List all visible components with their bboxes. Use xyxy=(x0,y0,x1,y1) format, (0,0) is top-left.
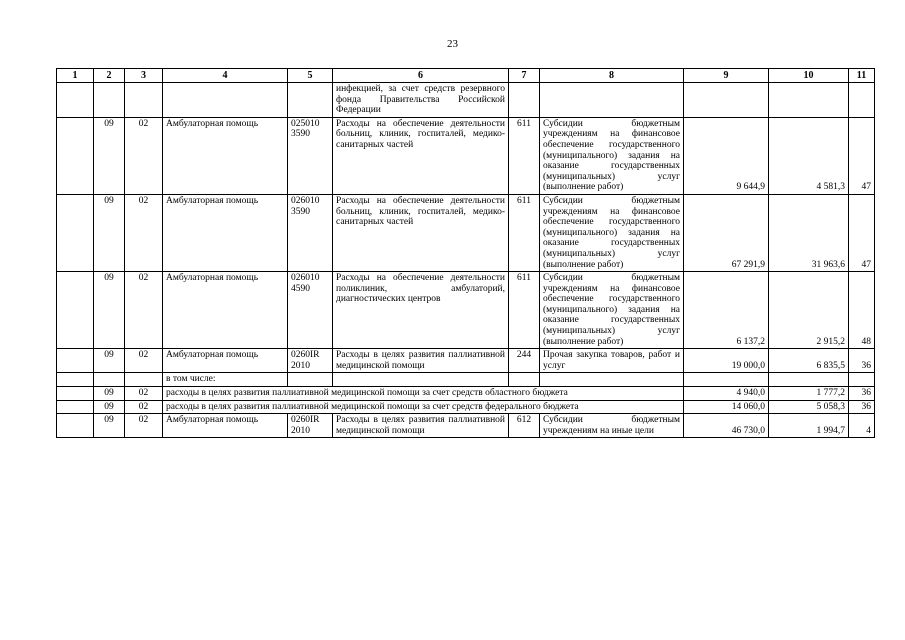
col-header: 9 xyxy=(684,69,769,83)
subsection-code: 02 xyxy=(125,272,163,349)
percent-executed: 36 xyxy=(849,400,875,414)
amount-plan: 67 291,9 xyxy=(684,194,769,271)
amount-executed: 2 915,2 xyxy=(769,272,849,349)
table-row xyxy=(57,272,875,349)
subitem-description: расходы в целях развития паллиативной медицинской помощи за счет средств федерального бюджета xyxy=(163,400,684,414)
expense-type-code: 244 xyxy=(509,349,540,373)
amount-plan: 4 940,0 xyxy=(684,387,769,401)
amount-plan: 19 000,0 xyxy=(684,349,769,373)
table-row xyxy=(57,387,875,401)
expense-type-name: Субсидии бюджетным учреждениям на финансовое обеспечение государственного (муниципального) задания на оказание государственных (муниципальных) услуг (выполнение работ) xyxy=(540,117,684,194)
subsection-name: Амбулаторная помощь xyxy=(163,194,288,271)
expense-type-name: Субсидии бюджетным учреждениям на иные цели xyxy=(540,414,684,438)
percent-executed: 47 xyxy=(849,117,875,194)
amount-executed: 4 581,3 xyxy=(769,117,849,194)
col-header: 6 xyxy=(333,69,509,83)
col-header: 10 xyxy=(769,69,849,83)
subsection-code: 02 xyxy=(125,117,163,194)
amount-executed: 6 835,5 xyxy=(769,349,849,373)
table-row xyxy=(57,83,875,118)
expense-description: Расходы в целях развития паллиативной медицинской помощи xyxy=(333,349,509,373)
percent-executed: 36 xyxy=(849,349,875,373)
expense-type-name: Субсидии бюджетным учреждениям на финансовое обеспечение государственного (муниципального) задания на оказание государственных (муниципальных) услуг (выполнение работ) xyxy=(540,272,684,349)
expense-type-code: 611 xyxy=(509,117,540,194)
col-header: 7 xyxy=(509,69,540,83)
expense-type-code: 611 xyxy=(509,194,540,271)
budget-table xyxy=(56,68,875,438)
target-article-code: 025010 3590 xyxy=(288,117,333,194)
col-header: 1 xyxy=(57,69,94,83)
expense-description: Расходы на обеспечение деятельности больниц, клиник, госпиталей, медико-санитарных частей xyxy=(333,117,509,194)
subsection-name: Амбулаторная помощь xyxy=(163,117,288,194)
col-header: 11 xyxy=(849,69,875,83)
table-row xyxy=(57,349,875,373)
expense-type-code: 612 xyxy=(509,414,540,438)
percent-executed: 48 xyxy=(849,272,875,349)
table-row xyxy=(57,414,875,438)
subsection-code: 02 xyxy=(125,387,163,401)
target-article-code: 026010 4590 xyxy=(288,272,333,349)
table-row xyxy=(57,117,875,194)
percent-executed: 47 xyxy=(849,194,875,271)
amount-plan: 46 730,0 xyxy=(684,414,769,438)
expense-type-code: 611 xyxy=(509,272,540,349)
subsection-code: 02 xyxy=(125,414,163,438)
amount-plan: 6 137,2 xyxy=(684,272,769,349)
page-number: 23 xyxy=(447,38,458,50)
subsection-name: Амбулаторная помощь xyxy=(163,272,288,349)
expense-description: Расходы на обеспечение деятельности больниц, клиник, госпиталей, медико-санитарных частей xyxy=(333,194,509,271)
amount-executed: 1 777,2 xyxy=(769,387,849,401)
col-header: 3 xyxy=(125,69,163,83)
including-label: в том числе: xyxy=(163,373,288,387)
table-row xyxy=(57,194,875,271)
section-code: 09 xyxy=(94,400,125,414)
amount-plan: 14 060,0 xyxy=(684,400,769,414)
section-code: 09 xyxy=(94,414,125,438)
expense-description: инфекцией, за счет средств резервного фонда Правительства Российской Федерации xyxy=(333,83,509,118)
col-header: 2 xyxy=(94,69,125,83)
expense-type-name: Субсидии бюджетным учреждениям на финансовое обеспечение государственного (муниципального) задания на оказание государственных (муниципальных) услуг (выполнение работ) xyxy=(540,194,684,271)
subsection-code: 02 xyxy=(125,194,163,271)
col-header: 5 xyxy=(288,69,333,83)
target-article-code: 026010 3590 xyxy=(288,194,333,271)
amount-executed: 5 058,3 xyxy=(769,400,849,414)
subsection-name: Амбулаторная помощь xyxy=(163,349,288,373)
table-row xyxy=(57,400,875,414)
subsection-name: Амбулаторная помощь xyxy=(163,414,288,438)
target-article-code: 0260IR 2010 xyxy=(288,349,333,373)
section-code: 09 xyxy=(94,194,125,271)
amount-plan: 9 644,9 xyxy=(684,117,769,194)
target-article-code: 0260IR 2010 xyxy=(288,414,333,438)
subsection-code: 02 xyxy=(125,400,163,414)
header-row xyxy=(57,69,875,83)
subitem-description: расходы в целях развития паллиативной медицинской помощи за счет средств областного бюджета xyxy=(163,387,684,401)
percent-executed: 36 xyxy=(849,387,875,401)
col-header: 4 xyxy=(163,69,288,83)
expense-description: Расходы на обеспечение деятельности поликлиник, амбулаторий, диагностических центров xyxy=(333,272,509,349)
section-code: 09 xyxy=(94,349,125,373)
amount-executed: 31 963,6 xyxy=(769,194,849,271)
table-row xyxy=(57,373,875,387)
expense-description: Расходы в целях развития паллиативной медицинской помощи xyxy=(333,414,509,438)
subsection-code: 02 xyxy=(125,349,163,373)
percent-executed: 4 xyxy=(849,414,875,438)
expense-type-name: Прочая закупка товаров, работ и услуг xyxy=(540,349,684,373)
section-code: 09 xyxy=(94,117,125,194)
section-code: 09 xyxy=(94,387,125,401)
col-header: 8 xyxy=(540,69,684,83)
section-code: 09 xyxy=(94,272,125,349)
amount-executed: 1 994,7 xyxy=(769,414,849,438)
